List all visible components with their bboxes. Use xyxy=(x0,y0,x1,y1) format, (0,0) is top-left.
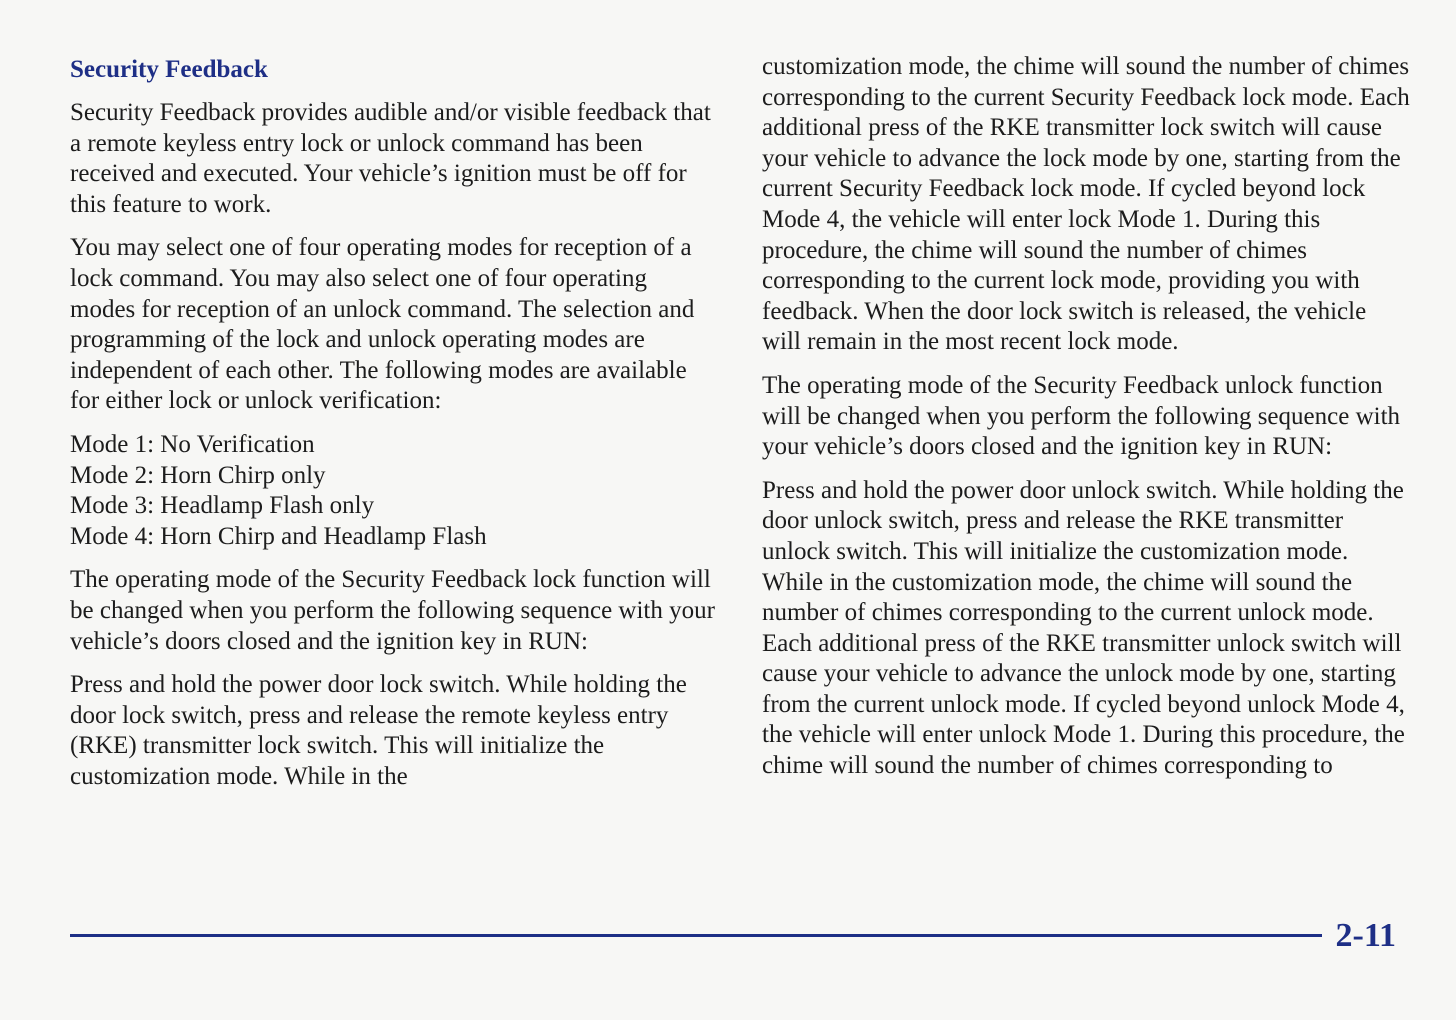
lock-procedure-continued-paragraph: customization mode, the chime will sound the number of chimes corresponding to the current Security Feedback lock mode. Each additional press of the RKE transmitter lock switch will cause your vehicle to advance the lock mode by one, starting from the current Security Feedback lock mode. If cycled beyond lock Mode 4, the vehicle will enter lock Mode 1. During this procedure, the chime will sound the number of chimes corresponding to the current lock mode, providing you with feedback. When the door lock switch is released, the vehicle will remain in the most recent lock mode. xyxy=(762,53,1410,356)
mode-list-item: Mode 2: Horn Chirp only xyxy=(70,461,326,489)
footer-rule xyxy=(70,934,1322,937)
intro-paragraph: Security Feedback provides audible and/or visible feedback that a remote keyless entry lock or unlock command has been received and executed. Your vehicle’s ignition must be off for this feature to work. xyxy=(70,99,711,218)
unlock-procedure-paragraph: Press and hold the power door unlock switch. While holding the door unlock switch, press and release the RKE transmitter unlock switch. This will initialize the customization mode. While in the customization mode, the chime will sound the number of chimes corresponding to the current unlock mode. Each additional press of the RKE transmitter unlock switch will cause your vehicle to advance the unlock mode by one, starting from the current unlock mode. If cycled beyond unlock Mode 4, the vehicle will enter unlock Mode 1. During this procedure, the chime will sound the number of chimes corresponding to xyxy=(762,476,1405,780)
modes-intro-paragraph: You may select one of four operating modes for reception of a lock command. You may also select one of four operating modes for reception of an unlock command. The selection and programming of the lock and unlock operating modes are independent of each other. The following modes are available for either lock or unlock verification: xyxy=(70,234,695,415)
unlock-sequence-intro-paragraph: The operating mode of the Security Feedback unlock function will be changed when you perform the following sequence with your vehicle’s doors closed and the ignition key in RUN: xyxy=(762,371,1401,461)
lock-procedure-paragraph: Press and hold the power door lock switch. While holding the door lock switch, press and release the remote keyless entry (RKE) transmitter lock switch. This will initialize the customization mode. While in the xyxy=(70,671,687,790)
right-column xyxy=(762,52,1410,795)
mode-list-item: Mode 4: Horn Chirp and Headlamp Flash xyxy=(70,522,487,550)
mode-list-item: Mode 3: Headlamp Flash only xyxy=(70,492,375,520)
section-heading: Security Feedback xyxy=(70,56,268,83)
page-number: 2-11 xyxy=(1335,917,1396,954)
lock-sequence-intro-paragraph: The operating mode of the Security Feedback lock function will be changed when you perform the following sequence with your vehicle’s doors closed and the ignition key in RUN: xyxy=(70,566,715,655)
left-column xyxy=(70,52,718,805)
mode-list-item: Mode 1: No Verification xyxy=(70,430,315,458)
mode-list xyxy=(70,430,718,552)
